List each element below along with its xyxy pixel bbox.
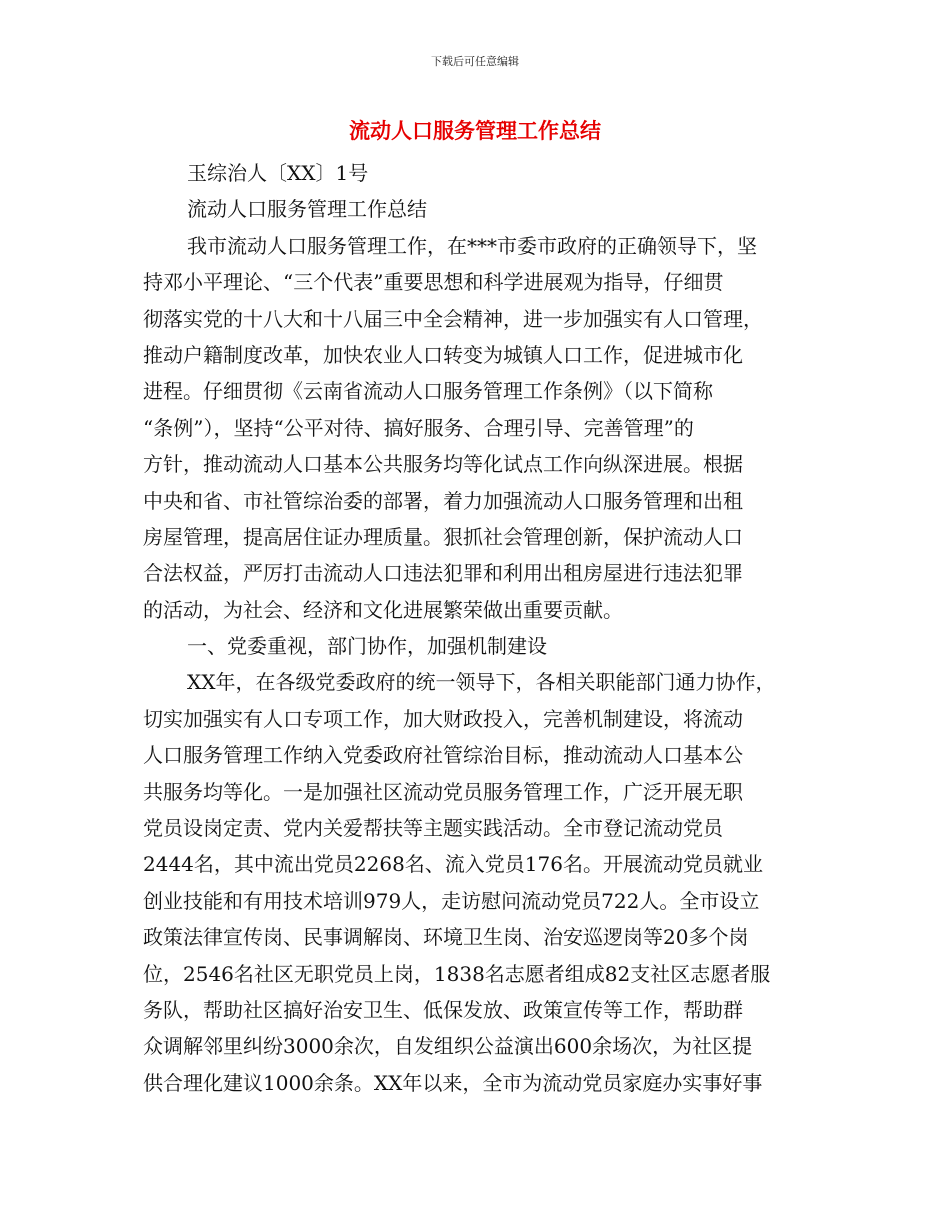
text-line: 政策法律宣传岗、民事调解岗、环境卫生岗、治安巡逻岗等20多个岗 [143,925,749,950]
text-line: 党员设岗定责、党内关爱帮扶等主题实践活动。全市登记流动党员 [143,816,723,841]
text-line: 我市流动人口服务管理工作，在***市委市政府的正确领导下，坚 [187,233,757,258]
header-note: 下载后可任意编辑 [431,55,519,68]
text-line: 进程。仔细贯彻《云南省流动人口服务管理工作条例》（以下简称 [143,379,713,404]
text-line: 务队，帮助社区搞好治安卫生、低保发放、政策宣传等工作，帮助群 [143,997,743,1022]
text-line: 众调解邻里纠纷3000余次，自发组织公益演出600余场次，为社区提 [143,1034,753,1059]
text-line: 彻落实党的十八大和十八届三中全会精神，进一步加强实有人口管理， [143,306,763,331]
document-title: 流动人口服务管理工作总结 [349,119,601,143]
text-line: 中央和省、市社管综治委的部署，着力加强流动人口服务管理和出租 [143,488,743,513]
text-line: 创业技能和有用技术培训979人，走访慰问流动党员722人。全市设立 [143,888,760,913]
text-line: 合法权益，严厉打击流动人口违法犯罪和利用出租房屋进行违法犯罪 [143,561,743,586]
text-line: XX年，在各级党委政府的统一领导下，各相关职能部门通力协作， [187,670,776,695]
text-line: 方针，推动流动人口基本公共服务均等化试点工作向纵深进展。根据 [143,452,743,477]
text-line: 玉综治人〔XX〕1号 [187,161,369,185]
text-line: 持邓小平理论、“三个代表”重要思想和科学进展观为指导，仔细贯 [143,270,724,295]
text-line: 共服务均等化。一是加强社区流动党员服务管理工作，广泛开展无职 [143,779,743,804]
text-line: 的活动，为社会、经济和文化进展繁荣做出重要贡献。 [143,597,623,622]
text-line: 推动户籍制度改革，加快农业人口转变为城镇人口工作，促进城市化 [143,342,743,367]
text-line: 2444名，其中流出党员2268名、流入党员176名。开展流动党员就业 [143,852,763,877]
text-line: 人口服务管理工作纳入党委政府社管综治目标，推动流动人口基本公 [143,743,743,768]
document-body [143,155,811,1101]
text-line: 流动人口服务管理工作总结 [187,197,427,222]
text-line: 位，2546名社区无职党员上岗，1838名志愿者组成82支社区志愿者服 [143,961,771,986]
text-line: “条例”），坚持“公平对待、搞好服务、合理引导、完善管理”的 [143,415,694,440]
text-line: 一、党委重视，部门协作，加强机制建设 [187,634,547,659]
text-line: 供合理化建议1000余条。XX年以来，全市为流动党员家庭办实事好事 [143,1070,763,1095]
text-line: 房屋管理，提高居住证办理质量。狠抓社会管理创新，保护流动人口 [143,524,743,549]
text-line: 切实加强实有人口专项工作，加大财政投入，完善机制建设，将流动 [143,706,743,731]
